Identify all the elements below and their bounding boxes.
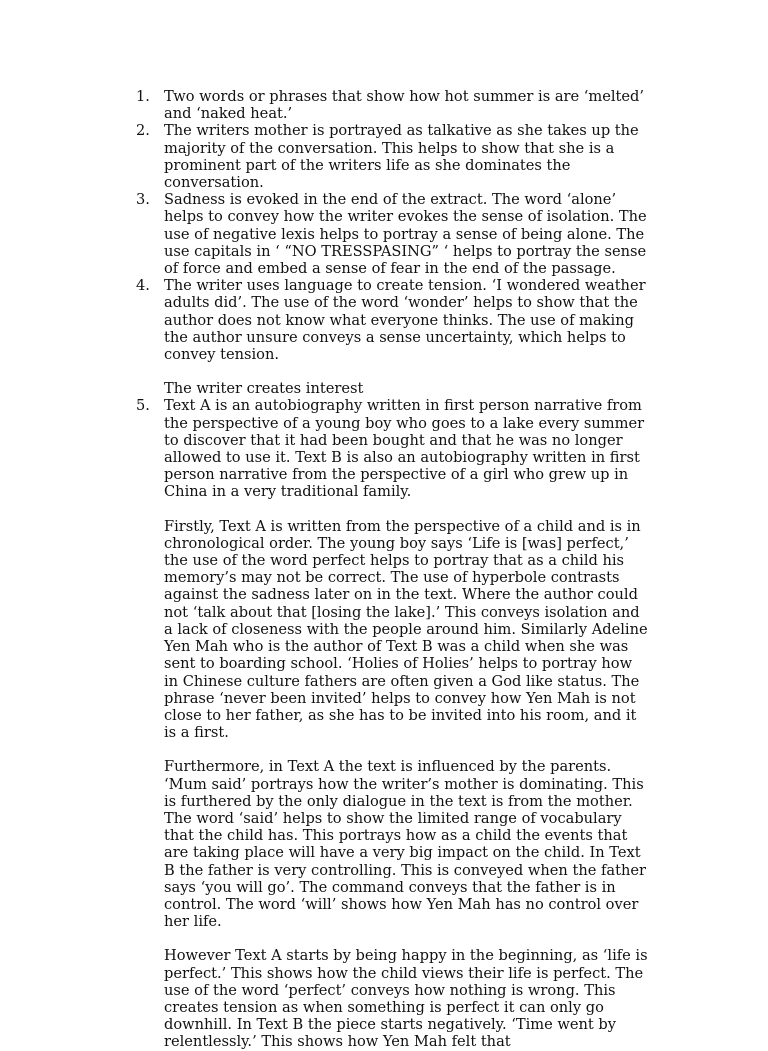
list-item-text: Text A is an autobiography written in first person narrative from the perspective of a young boy who goes to a lake every summer to discover that it had been bought and that he was no longer allowed to use it. Text B is also an autobiography written in first person narrative from the perspective of a girl who grew up in China in a very traditional family.: [164, 397, 645, 501]
list-number: 1.: [136, 88, 150, 105]
list-item-text: Two words or phrases that show how hot summer is are ‘melted’ and ‘naked heat.’: [164, 88, 645, 123]
list-item-text: Sadness is evoked in the end of the extract. The word ‘alone’ helps to convey how the writer evokes the sense of isolation. The use of negative lexis helps to portray a sense of being alone. The use capitals in ‘ “NO TRESSPASING” ‘ helps to portray the sense of force and embed a sense of fear in the end of the passage.: [164, 191, 647, 278]
paragraph-1: Firstly, Text A is written from the perspective of a child and is in chronological order. The young boy says ‘Life is [was] perfect,’ the use of the word perfect helps to portray that as a child his memory’s may not be correct. The use of hyperbole contrasts against the sadness later on in the text. Where the author could not ‘talk about that [losing the lake].’ This conveys isolation and a lack of closeness with the people around him. Similarly Adeline Yen Mah who is the author of Text B was a child when she was sent to boarding school. ‘Holies of Holies’ helps to portray how in Chinese culture fathers are often given a God like status. The phrase ‘never been invited’ helps to convey how Yen Mah is not close to her father, as she has to be invited into his room, and it is a first.: [164, 517, 648, 742]
spacer: [0, 501, 768, 518]
paragraph-2: Furthermore, in Text A the text is influenced by the parents. ‘Mum said’ portrays how the writer’s mother is dominating. This is furthered by the only dialogue in the text is from the mother. The word ‘said’ helps to show the limited range of vocabulary that the child has. This portrays how as a child the events that are taking place will have a very big impact on the child. In Text B the father is very controlling. This is conveyed when the father says ‘you will go’. The command conveys that the father is in control. The word ‘will’ shows how Yen Mah has no control over her life.: [164, 758, 646, 931]
list-number: 5.: [136, 397, 150, 415]
list-number: 2.: [136, 122, 150, 140]
list-item-4: [136, 277, 650, 364]
list-item-3: [136, 191, 650, 278]
list-item-1: [136, 88, 650, 123]
list-item-5: [136, 397, 650, 501]
list-number: 3.: [136, 191, 150, 209]
spacer: [0, 363, 768, 380]
list-item-text: The writer uses language to create tension. ‘I wondered weather adults did’. The use of the word ‘wonder’ helps to show that the author does not know what everyone thinks. The use of making the author unsure conveys a sense uncertainty, which helps to convey tension.: [164, 277, 646, 364]
subheading: The writer creates interest: [164, 380, 364, 398]
essay-body: [0, 518, 768, 1051]
list-item-text: The writers mother is portrayed as talkative as she takes up the majority of the conversation. This helps to show that she is a prominent part of the writers life as she dominates the conversation.: [164, 122, 639, 192]
list-item-2: [136, 122, 650, 192]
list-number: 4.: [136, 277, 150, 295]
paragraph-3: However Text A starts by being happy in the beginning, as ‘life is perfect.’ This shows how the child views their life is perfect. The use of the word ‘perfect’ conveys how nothing is wrong. This creates tension as when something is perfect it can only go downhill. In Text B the piece starts negatively. ‘Time went by relentlessly.’ This shows how Yen Mah felt that: [164, 947, 648, 1051]
